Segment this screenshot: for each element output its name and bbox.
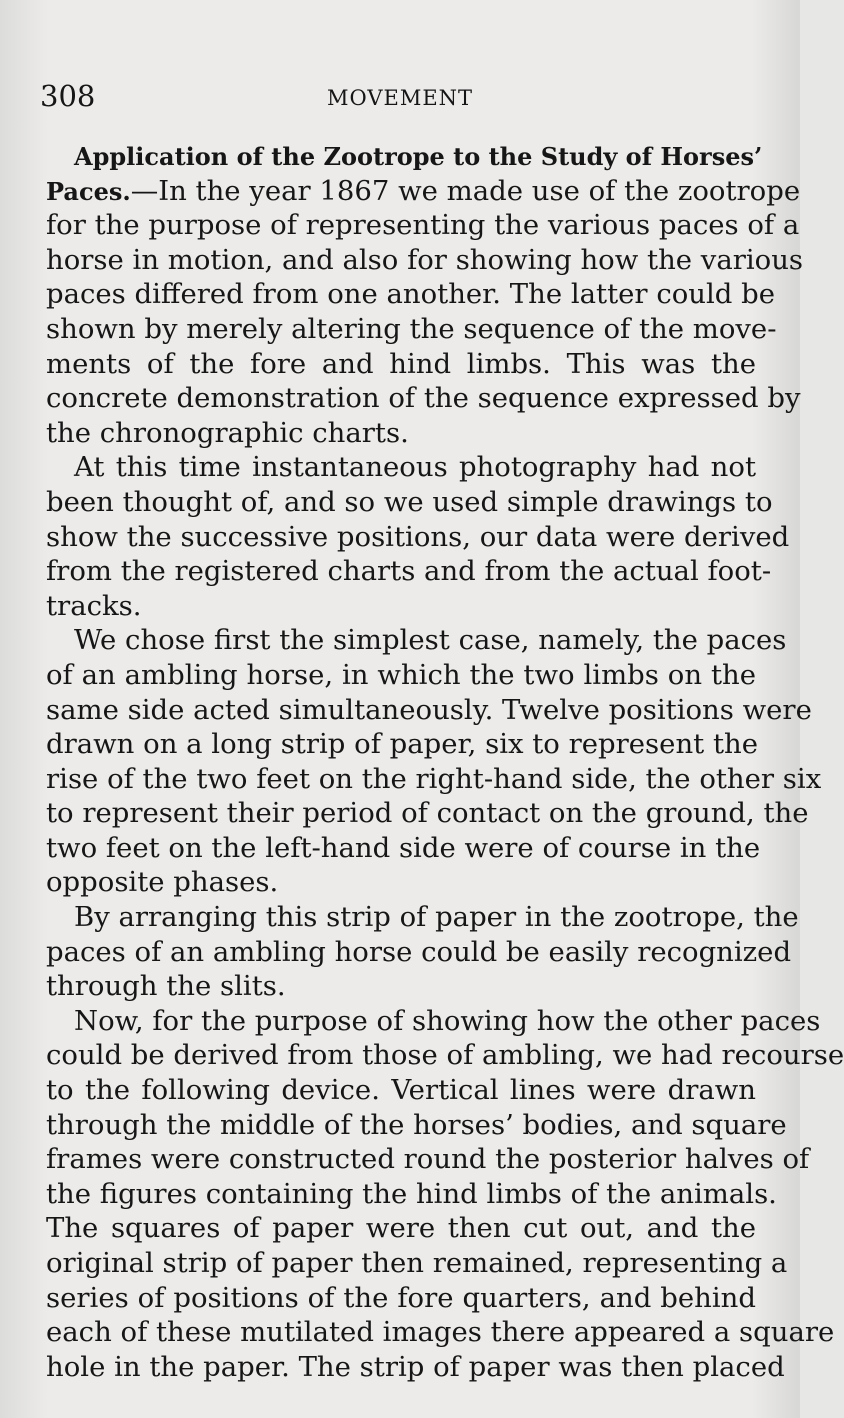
text-line [46, 450, 756, 485]
line-text: through the slits. [46, 970, 286, 1003]
line-text: original strip of paper then remained, representing a [46, 1247, 788, 1279]
line-text: horse in motion, and also for showing how the various [46, 243, 804, 276]
line-text: two feet on the left-hand side were of course in the [46, 831, 761, 864]
line-text: frames were constructed round the posterior halves of [46, 1143, 810, 1176]
text-line [46, 831, 761, 866]
text-line [46, 312, 777, 347]
line-text: hole in the paper. The strip of paper was then placed [46, 1350, 785, 1383]
text-line [46, 727, 756, 762]
line-text: through the middle of the horses’ bodies, and square [46, 1108, 787, 1141]
line-text: The squares of paper were then cut out, and the [46, 1212, 756, 1245]
text-line [46, 865, 756, 900]
text-line [46, 139, 763, 174]
text-line [46, 1350, 785, 1385]
line-text: the figures containing the hind limbs of the animals. [46, 1177, 777, 1210]
line-text: from the registered charts and from the actual foot- [46, 555, 772, 588]
text-line [46, 693, 812, 728]
text-line [46, 485, 773, 520]
line-text: concrete demonstration of the sequence expressed by [46, 382, 801, 415]
text-line [46, 1211, 756, 1246]
line-text: to represent their period of contact on the ground, the [46, 797, 809, 830]
text-line [46, 900, 799, 935]
line-text: Now, for the purpose of showing how the other paces [74, 1004, 821, 1037]
line-text: could be derived from those of ambling, we had recourse [46, 1039, 844, 1072]
line-text: drawn on a long strip of paper, six to represent the [46, 728, 758, 761]
line-text: tracks. [46, 589, 142, 622]
text-line [46, 1004, 821, 1039]
line-text: paces of an ambling horse could be easily recognized [46, 935, 792, 968]
section-heading: Paces. [46, 176, 131, 206]
text-line [46, 589, 756, 624]
line-text: the chronographic charts. [46, 416, 409, 449]
body-text [46, 139, 844, 1384]
line-text: By arranging this strip of paper in the zootrope, the [74, 901, 799, 934]
line-text: We chose first the simplest case, namely, the paces [74, 624, 787, 657]
text-line [46, 1315, 835, 1350]
page-number: 308 [40, 79, 96, 113]
text-line [46, 1177, 777, 1212]
line-text: shown by merely altering the sequence of the move- [46, 312, 777, 345]
text-line [46, 347, 756, 382]
text-line [46, 416, 756, 451]
running-head: MOVEMENT [326, 86, 474, 110]
text-line [46, 208, 800, 243]
line-text: —In the year 1867 we made use of the zootrope [130, 174, 801, 207]
text-line [46, 1073, 756, 1108]
line-text: for the purpose of representing the various paces of a [46, 209, 800, 242]
text-line [46, 174, 801, 209]
text-line [46, 554, 772, 589]
line-text: same side acted simultaneously. Twelve positions were [46, 693, 812, 726]
text-line [46, 381, 801, 416]
line-text: rise of the two feet on the right-hand side, the other six [46, 762, 822, 795]
line-text: show the successive positions, our data were derived [46, 520, 790, 553]
line-text: of an ambling horse, in which the two limbs on the [46, 658, 756, 691]
text-line [46, 1281, 756, 1316]
line-text: opposite phases. [46, 866, 279, 899]
text-line [46, 796, 809, 831]
text-line [46, 277, 776, 312]
section-heading: Application of the Zootrope to the Study of Horses’ [74, 142, 763, 171]
text-line [46, 658, 756, 693]
page-header [40, 74, 760, 118]
text-line [46, 762, 822, 797]
line-text: been thought of, and so we used simple drawings to [46, 485, 773, 518]
line-text: to the following device. Vertical lines were drawn [46, 1074, 756, 1107]
line-text: each of these mutilated images there appeared a square [46, 1316, 835, 1349]
line-text: ments of the fore and hind limbs. This was the [46, 347, 756, 380]
text-line [46, 1038, 844, 1073]
text-line [46, 1142, 810, 1177]
line-text: paces differed from one another. The latter could be [46, 278, 776, 311]
line-text: At this time instantaneous photography had not [74, 451, 756, 484]
text-line [46, 623, 787, 658]
text-line [46, 969, 756, 1004]
text-line [46, 935, 792, 970]
text-line [46, 243, 804, 278]
text-line [46, 520, 790, 555]
text-line [46, 1108, 787, 1143]
line-text: series of positions of the fore quarters, and behind [46, 1281, 756, 1314]
text-line [46, 1246, 788, 1281]
